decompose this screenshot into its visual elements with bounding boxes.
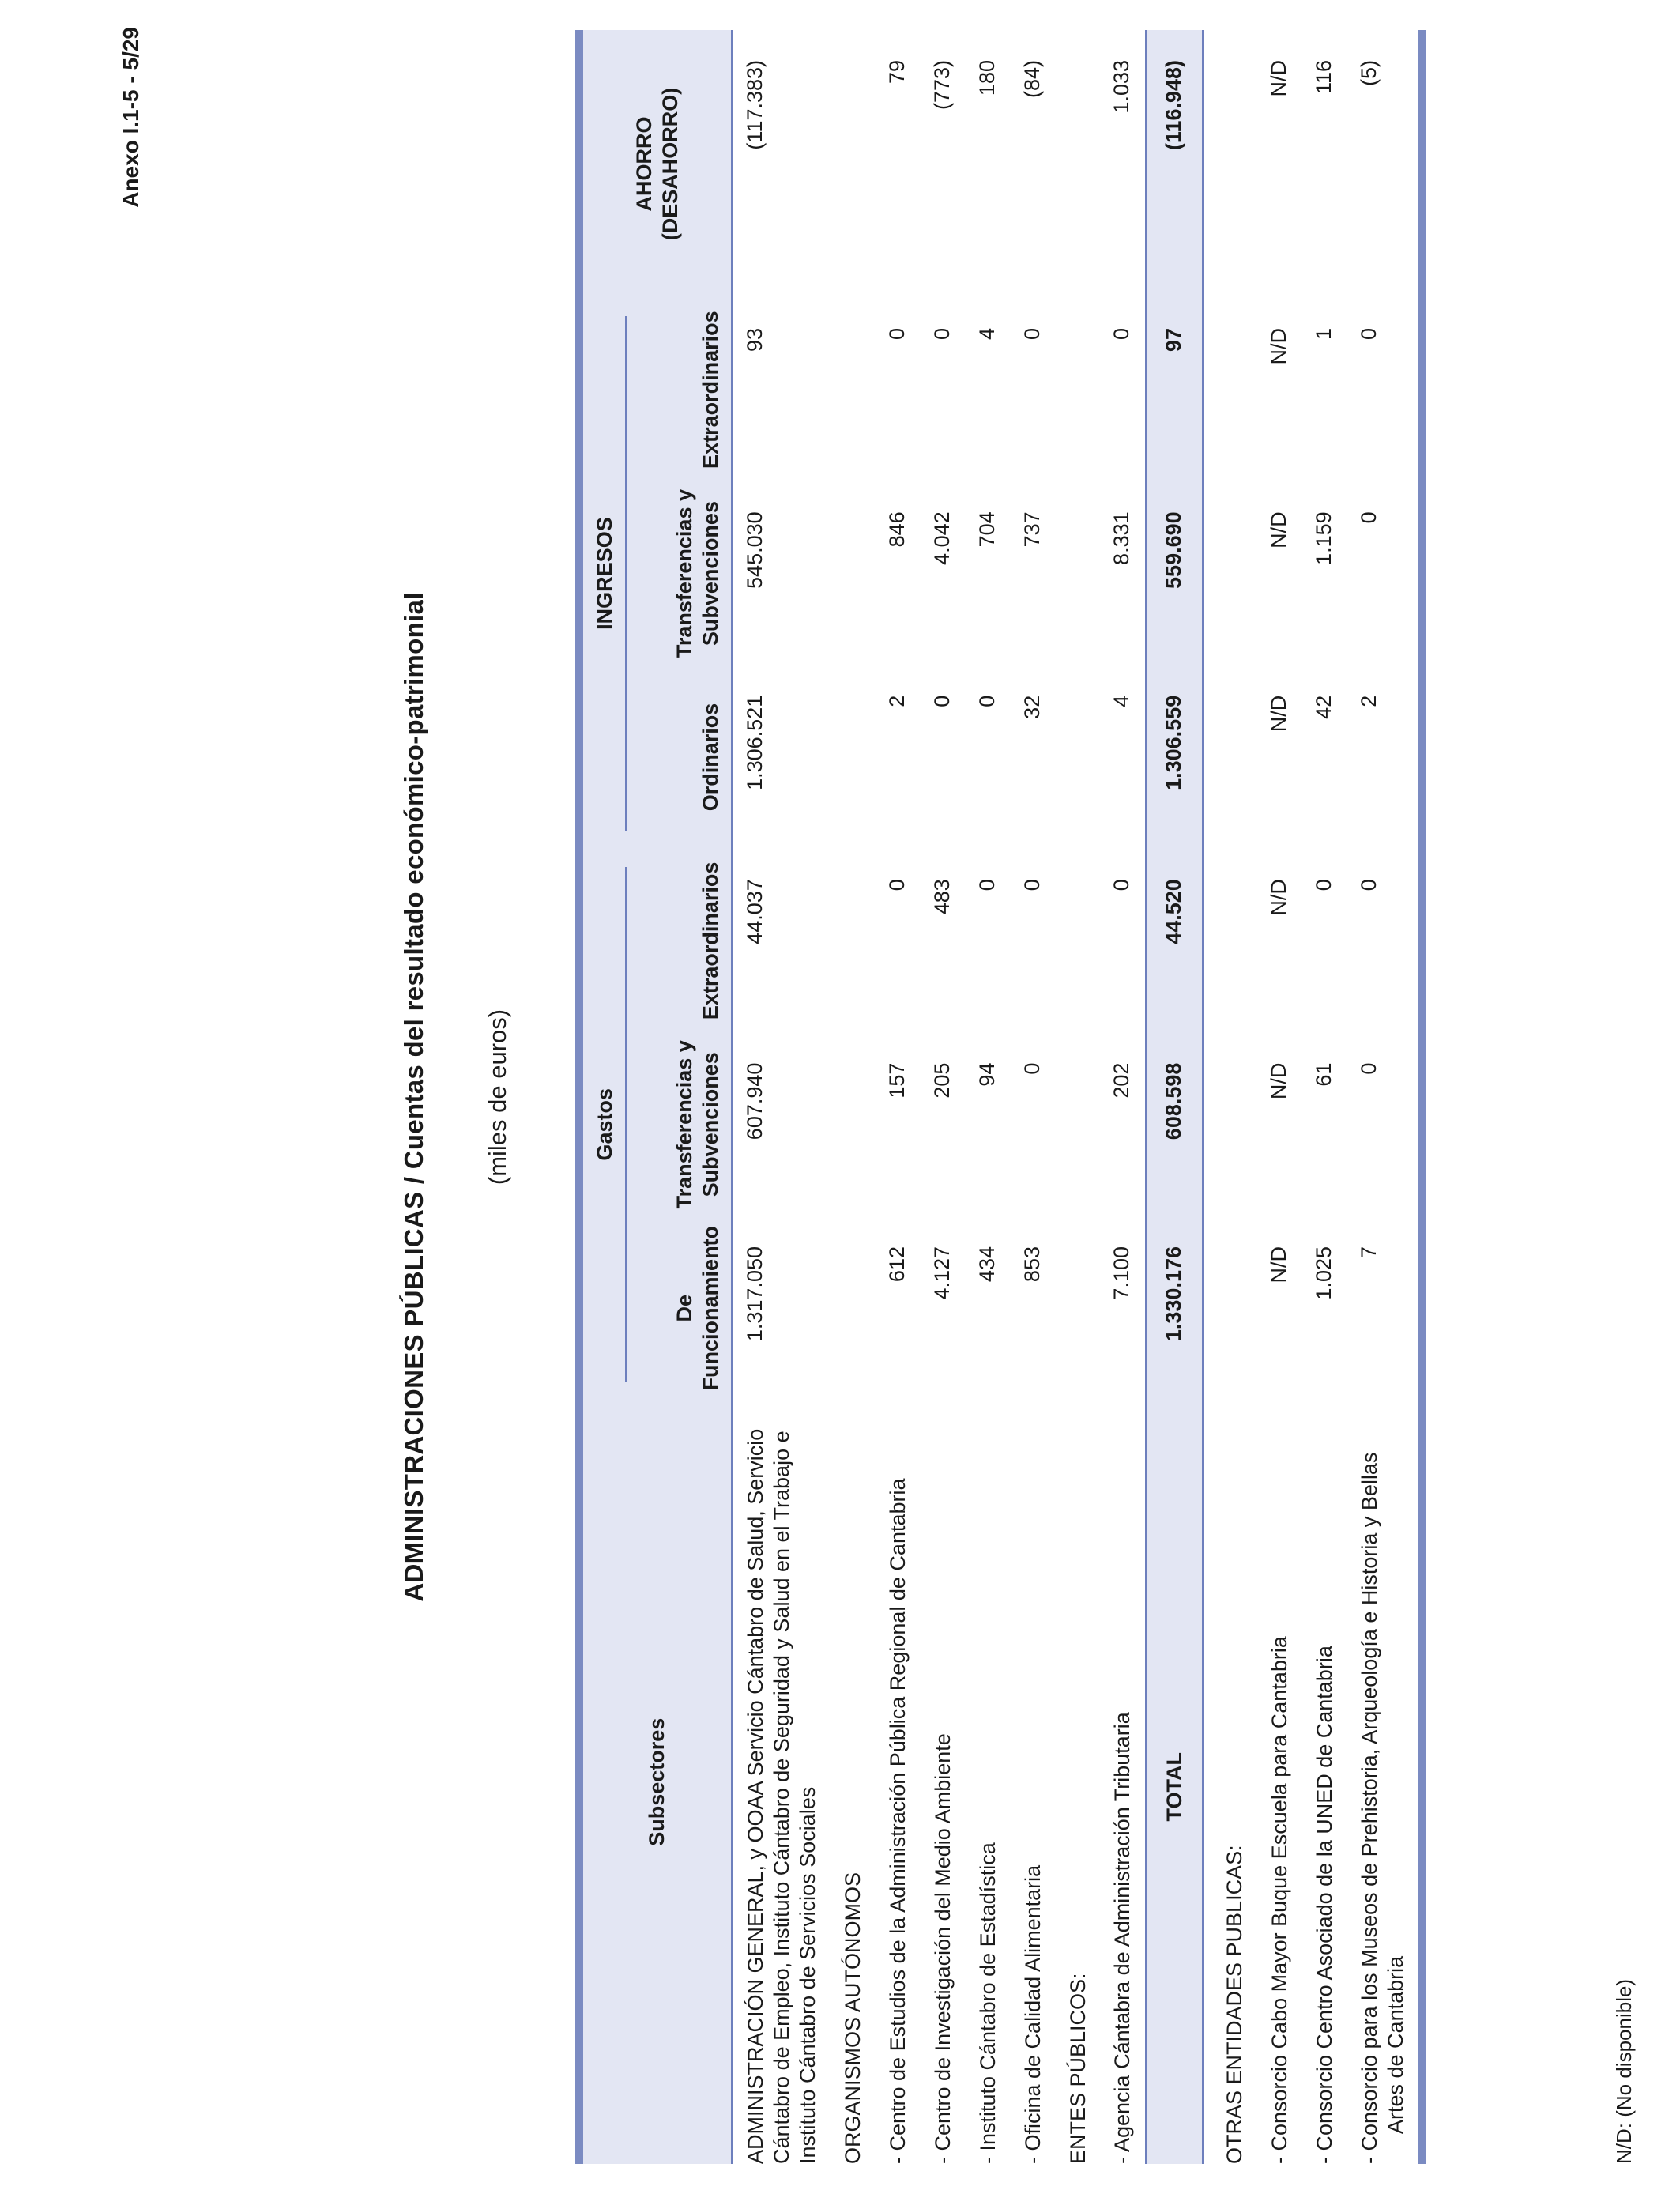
- cell-value: 483: [929, 879, 954, 915]
- table-row: [966, 30, 1011, 2164]
- header-gastos-extraordinarios: Extraordinarios: [635, 849, 733, 1032]
- table-row: [733, 30, 831, 2164]
- page-subtitle: (miles de euros): [484, 1008, 511, 1186]
- cell-value: 116: [1312, 60, 1336, 95]
- cell-value: 4.042: [929, 511, 954, 565]
- footnote: N/D: (No disponible): [1612, 1978, 1636, 2164]
- cell-value: 1: [1312, 327, 1336, 340]
- cell-value: 846: [884, 511, 909, 548]
- cell-value: 2: [884, 695, 909, 707]
- cell-value: 0: [1347, 1033, 1422, 1216]
- cell-value: 4: [1109, 695, 1134, 707]
- header-ingresos-transferencias: Transferencias y Subvenciones: [635, 481, 733, 665]
- cell-value: 0: [1109, 879, 1134, 892]
- cell-value: 4.127: [929, 1246, 954, 1300]
- cell-value: 0: [1019, 1062, 1044, 1075]
- cell-value: 737: [1019, 511, 1044, 548]
- cell-value: 202: [1109, 1062, 1134, 1099]
- total-value: 1.306.559: [1147, 665, 1203, 849]
- total-value: 44.520: [1147, 849, 1203, 1032]
- cell-value: 8.331: [1109, 511, 1134, 565]
- cell-value: N/D: [1267, 1246, 1291, 1284]
- cell-value: 79: [884, 60, 909, 85]
- cell-value: 545.030: [743, 511, 767, 589]
- table-row: [1257, 30, 1302, 2164]
- header-de-funcionamiento: De Funcionamiento: [635, 1216, 733, 1400]
- cell-value: 7: [1347, 1216, 1422, 1400]
- row-label: - Consorcio para los Museos de Prehistoria, Arqueología e Historia y Bellas Artes de Cantabria: [1347, 1400, 1422, 2164]
- cell-value: 0: [1312, 879, 1336, 892]
- results-table: [575, 30, 1426, 2164]
- cell-value: 44.037: [743, 879, 767, 944]
- header-ingresos-ordinarios: Ordinarios: [635, 665, 733, 849]
- cell-value: 1.159: [1312, 511, 1336, 565]
- row-label: ADMINISTRACIÓN GENERAL, y OOAA Servicio Cántabro de Salud, Servicio Cántabro de Empleo, Instituto Cántabro de Seguridad y Salud en el Trabajo e Instituto Cántabro de Servicios Sociales: [744, 1428, 819, 2164]
- cell-value: 0: [1347, 481, 1422, 665]
- cell-value: 0: [1347, 849, 1422, 1032]
- cell-value: N/D: [1267, 327, 1291, 365]
- cell-value: 853: [1019, 1246, 1044, 1283]
- header-ingresos-extraordinarios: Extraordinarios: [635, 298, 733, 481]
- cell-value: 32: [1019, 695, 1044, 719]
- cell-value: (117.383): [743, 60, 767, 150]
- header-ingresos: INGRESOS: [579, 298, 635, 849]
- cell-value: 1.033: [1109, 60, 1134, 114]
- cell-value: 1.306.521: [743, 695, 767, 790]
- row-label: - Instituto Cántabro de Estadística: [975, 1842, 1000, 2164]
- header-ahorro: AHORRO (DESAHORRO): [579, 30, 733, 298]
- cell-value: 7.100: [1109, 1246, 1134, 1300]
- table-row: [921, 30, 966, 2164]
- cell-value: N/D: [1267, 511, 1291, 548]
- cell-value: 0: [884, 879, 909, 892]
- section-label: ORGANISMOS AUTÓNOMOS: [840, 1872, 864, 2164]
- total-label: TOTAL: [1147, 1400, 1203, 2164]
- cell-value: 4: [974, 327, 999, 340]
- cell-value: 2: [1347, 665, 1422, 849]
- table-row: [1347, 30, 1422, 2164]
- cell-value: 0: [884, 327, 909, 340]
- total-value: 608.598: [1147, 1033, 1203, 1216]
- cell-value: 607.940: [743, 1062, 767, 1140]
- header-gastos: Gastos: [579, 849, 635, 1400]
- annex-reference: Anexo I.1-5 - 5/29: [119, 27, 143, 208]
- cell-value: 0: [974, 695, 999, 707]
- section-label: OTRAS ENTIDADES PUBLICAS:: [1222, 1845, 1247, 2164]
- table-row: [1011, 30, 1056, 2164]
- cell-value: (773): [929, 60, 954, 111]
- cell-value: 205: [929, 1062, 954, 1099]
- total-row: [1147, 30, 1203, 2164]
- cell-value: 0: [1109, 327, 1134, 340]
- cell-value: 0: [929, 327, 954, 340]
- cell-value: 0: [929, 695, 954, 707]
- row-label: - Consorcio Cabo Mayor Buque Escuela para Cantabria: [1268, 1636, 1292, 2164]
- total-value: (116.948): [1147, 30, 1203, 298]
- cell-value: 704: [974, 511, 999, 548]
- cell-value: N/D: [1267, 60, 1291, 97]
- total-value: 1.330.176: [1147, 1216, 1203, 1400]
- cell-value: 1.025: [1312, 1246, 1336, 1300]
- cell-value: 0: [1019, 327, 1044, 340]
- row-label: - Agencia Cántabra de Administración Tributaria: [1110, 1712, 1135, 2164]
- cell-value: 42: [1312, 695, 1336, 719]
- cell-value: (84): [1019, 60, 1044, 99]
- cell-value: 612: [884, 1246, 909, 1283]
- cell-value: (5): [1347, 30, 1422, 298]
- row-label: - Consorcio Centro Asociado de la UNED de Cantabria: [1313, 1646, 1337, 2164]
- header-gastos-transferencias: Transferencias y Subvenciones: [635, 1033, 733, 1216]
- cell-value: 61: [1312, 1062, 1336, 1087]
- cell-value: 0: [974, 879, 999, 892]
- cell-value: 94: [974, 1062, 999, 1087]
- row-label: - Centro de Estudios de la Administración Pública Regional de Cantabria: [885, 1478, 910, 2164]
- cell-value: 93: [743, 327, 767, 352]
- total-value: 97: [1147, 298, 1203, 481]
- table-row: [1302, 30, 1347, 2164]
- cell-value: 0: [1347, 298, 1422, 481]
- row-label: - Oficina de Calidad Alimentaria: [1020, 1864, 1045, 2164]
- section-row: [831, 30, 876, 2164]
- table-row: [1100, 30, 1146, 2164]
- section-row: [1203, 30, 1257, 2164]
- row-label: - Centro de Investigación del Medio Ambiente: [930, 1733, 955, 2164]
- cell-value: 434: [974, 1246, 999, 1283]
- cell-value: 180: [974, 60, 999, 96]
- cell-value: N/D: [1267, 879, 1291, 916]
- table-row: [876, 30, 921, 2164]
- cell-value: N/D: [1267, 695, 1291, 733]
- section-row: [1056, 30, 1101, 2164]
- cell-value: 157: [884, 1062, 909, 1099]
- page-title: ADMINISTRACIONES PÚBLICAS / Cuentas del resultado económico-patrimonial: [399, 592, 428, 1602]
- cell-value: N/D: [1267, 1062, 1291, 1100]
- cell-value: 1.317.050: [743, 1246, 767, 1342]
- header-subsectores: Subsectores: [579, 1400, 733, 2164]
- section-label: ENTES PÚBLICOS:: [1065, 1973, 1090, 2164]
- total-value: 559.690: [1147, 481, 1203, 665]
- cell-value: 0: [1019, 879, 1044, 892]
